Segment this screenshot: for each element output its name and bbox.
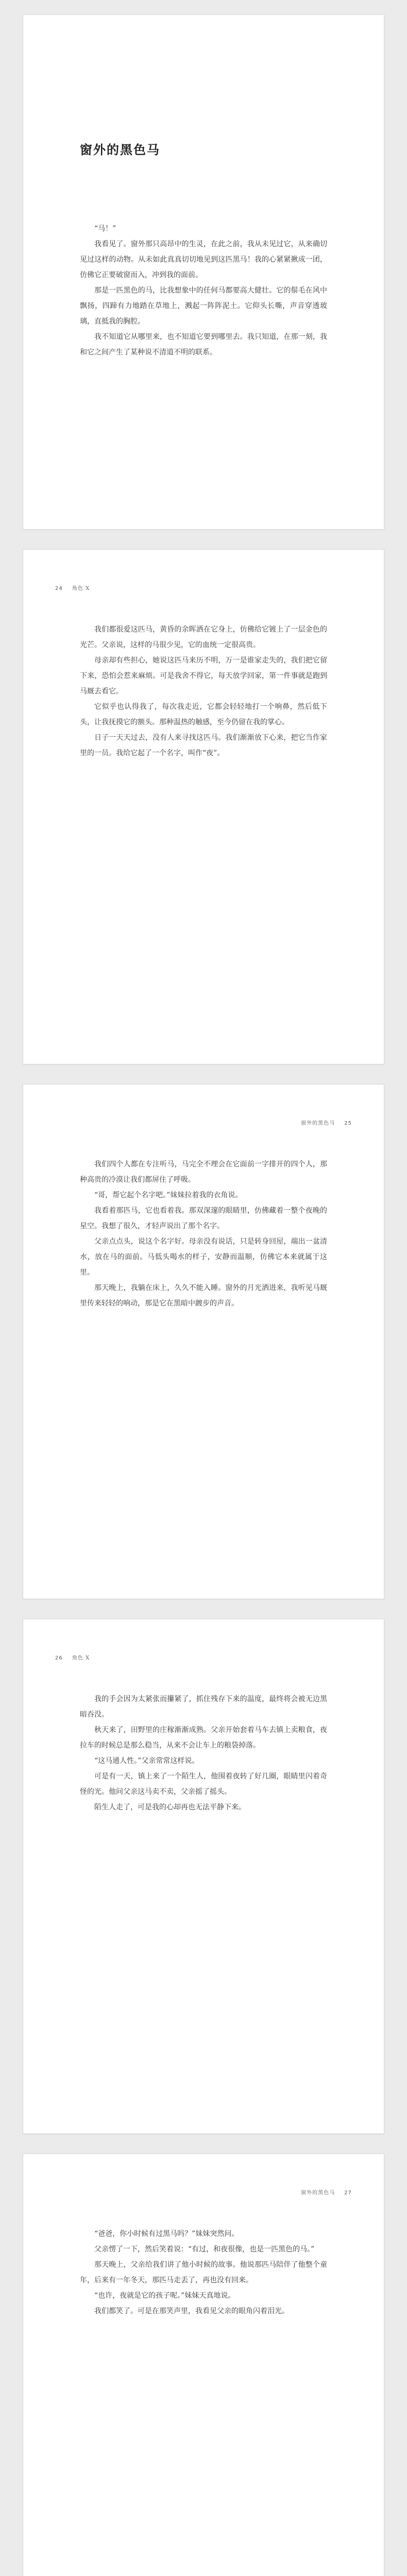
- paragraph: 那天晚上，父亲给我们讲了他小时候的故事。他说那匹马陪伴了他整个童年，后来有一年冬天，那匹马走丢了，再也没有回来。: [80, 2261, 327, 2284]
- paragraph: “也许，夜就是它的孩子呢。”妹妹天真地说。: [94, 2292, 235, 2300]
- running-head-title: 角色 X: [72, 1655, 90, 1661]
- paragraph: 那是一匹黑色的马，比我想象中的任何马都要高大健壮。它的鬃毛在风中飘扬，四蹄有力地踏在草地上，溅起一阵阵泥土。它仰头长嘶，声音穿透玻璃，直抵我的胸腔。: [80, 286, 327, 326]
- paragraph: “这马通人性。”父亲常常这样说。: [94, 1757, 199, 1765]
- paragraph: 秋天来了，田野里的庄稼渐渐成熟。父亲开始套着马车去镇上卖粮食，夜拉车的时候总是那么稳当，从来不会让车上的粮袋掉落。: [80, 1726, 327, 1750]
- page-number: 25: [344, 1121, 352, 1126]
- paragraph: “爸爸，你小时候有过黑马吗？”妹妹突然问。: [94, 2230, 239, 2238]
- page-1-body: [80, 221, 327, 360]
- running-head: [294, 1118, 352, 1126]
- page-1: [23, 14, 384, 530]
- page-2-body: [80, 622, 327, 761]
- paragraph: 陌生人走了，可是我的心却再也无法平静下来。: [94, 1803, 246, 1811]
- paragraph: 父亲点点头，说这个名字好。母亲没有说话，只是转身回屋，端出一盆清水，放在马的面前。马低头喝水的样子，安静而温顺，仿佛它本来就属于这里。: [80, 1238, 327, 1277]
- page-2: [23, 549, 384, 1064]
- running-head-title: 窗外的黑色马: [301, 1121, 335, 1126]
- running-head: [55, 1653, 97, 1661]
- paragraph: “哥，帮它起个名字吧。”妹妹拉着我的衣角说。: [94, 1191, 243, 1199]
- paragraph: 我们都很爱这匹马，黄昏的余晖洒在它身上，仿佛给它镀上了一层金色的光芒。父亲说，这样的马很少见，它的血统一定很高贵。: [80, 625, 327, 649]
- page-4-body: [80, 1691, 327, 1815]
- page-4: [23, 1619, 384, 2134]
- page-3: [23, 1084, 384, 1599]
- page-5: [23, 2154, 384, 2576]
- paragraph: “马！”: [94, 225, 116, 233]
- running-head-title: 角色 X: [72, 586, 90, 591]
- running-head: [55, 584, 97, 591]
- page-number: 26: [55, 1655, 63, 1661]
- paragraph: 我的手会因为太紧张而攥紧了，抓住残存下来的温度，最终将会被无边黑暗吞没。: [80, 1695, 327, 1719]
- running-head-title: 窗外的黑色马: [301, 2190, 335, 2196]
- page-5-body: [80, 2226, 327, 2319]
- paragraph: 我们四个人都在专注听马，马完全不理会在它面前一字排开的四个人，那种高贵的冷漠让我们都屏住了呼吸。: [80, 1160, 327, 1184]
- paragraph: 我不知道它从哪里来，也不知道它要到哪里去。我只知道，在那一刻，我和它之间产生了某种说不清道不明的联系。: [80, 333, 327, 357]
- paragraph: 父亲愣了一下，然后笑着说：“有过，和夜很像，也是一匹黑色的马。”: [94, 2245, 315, 2253]
- page-3-body: [80, 1157, 327, 1311]
- paragraph: 母亲却有些担心，她说这匹马来历不明，万一是谁家走失的，我们把它留下来，恐怕会惹来麻烦。可是我舍不得它，每天放学回家，第一件事就是跑到马厩去看它。: [80, 656, 327, 696]
- paragraph: 我看着那匹马，它也看着我。那双深邃的眼睛里，仿佛藏着一整个夜晚的星空。我想了很久，才轻声说出了那个名字。: [80, 1207, 327, 1230]
- paragraph: 我们都笑了。可是在那笑声里，我看见父亲的眼角闪着泪光。: [94, 2307, 289, 2315]
- running-head: [294, 2188, 352, 2196]
- paragraph: 那天晚上，我躺在床上，久久不能入睡。窗外的月光洒进来，我听见马厩里传来轻轻的响动，那是它在黑暗中踱步的声音。: [80, 1284, 327, 1308]
- page-number: 24: [55, 586, 63, 591]
- paragraph: 可是有一天，镇上来了一个陌生人，他围着夜转了好几圈，眼睛里闪着奇怪的光。他问父亲这马卖不卖，父亲摇了摇头。: [80, 1772, 327, 1796]
- chapter-title: 窗外的黑色马: [80, 142, 160, 157]
- page-number: 27: [344, 2190, 352, 2196]
- paragraph: 日子一天天过去，没有人来寻找这匹马。我们渐渐放下心来，把它当作家里的一员。我给它起了一个名字，叫作“夜”。: [80, 734, 327, 757]
- paragraph: 它似乎也认得我了，每次我走近，它都会轻轻地打一个响鼻，然后低下头，让我抚摸它的额头。那种温热的触感，至今仍留在我的掌心。: [80, 703, 327, 726]
- paragraph: 我看见了。窗外那只高昂中的生灵，在此之前，我从未见过它，从来确切见过这样的动物。从未如此真真切切地见到这匹黑马！我的心紧紧揪成一团，仿佛它正要破窗而入，冲到我的面前。: [80, 240, 327, 279]
